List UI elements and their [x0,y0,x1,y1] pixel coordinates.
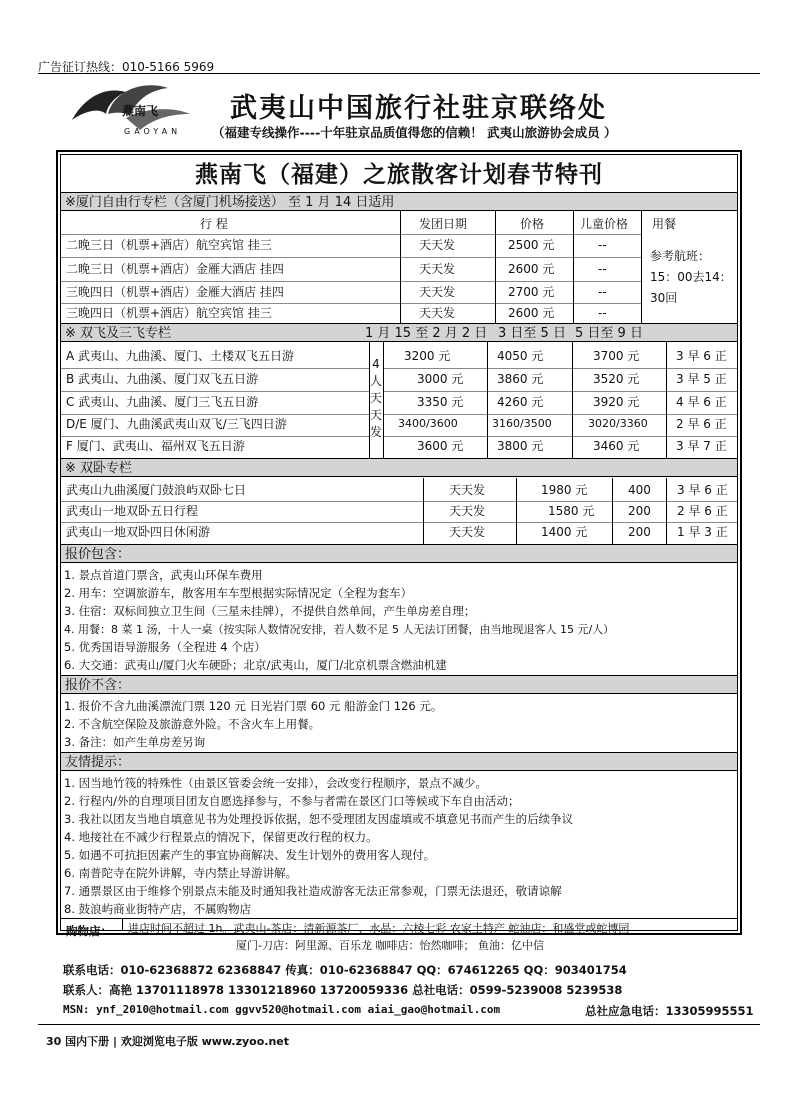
sleeper-row-meal: 2 早 6 正 [677,504,728,518]
tips-item: 6. 南普陀寺在院外讲解，寺内禁止导游讲解。 [64,866,298,880]
sleeper-row-route: 武夷山一地双卧四日休闲游 [66,525,211,539]
includes-item: 3. 住宿：双标间独立卫生间（三星未挂牌），不提供自然单间，产生单房差自理； [64,604,476,618]
sleeper-row-date: 天天发 [449,483,486,497]
four-people-daily-note: 4人天天发 [369,357,382,439]
flight-row-route: C 武夷山、九曲溪、厦门三飞五日游 [66,395,259,409]
flight-row-price: 4050 元 [497,349,544,363]
section-xiamen-title: ※厦门自由行专栏（含厦门机场接送） 至 1 月 14 日适用 [61,192,737,211]
includes-item: 5. 优秀国语导游服务（全程进 4 个店） [64,640,266,654]
xiamen-row-price: 2600 元 [508,306,555,320]
section-flight-label: ※ 双飞及三飞专栏 [65,326,172,341]
xiamen-row-route: 三晚四日（机票+酒店）金雁大酒店 挂四 [66,285,284,299]
excludes-item: 3. 备注：如产生单房差另询 [64,735,206,749]
sleeper-row-date: 天天发 [449,525,486,539]
includes-item: 1. 景点首道门票含，武夷山环保车费用 [64,568,263,582]
contact-msn-line: MSN: ynf_2010@hotmail.com ggvv520@hotmail.com aiai_gao@hotmail.com [63,1003,501,1016]
section-excludes-title: 报价不含： [61,675,737,694]
col-header-child: 儿童价格 [580,217,629,231]
flight-row-meal: 4 早 6 正 [676,395,727,409]
xiamen-row-child: -- [598,262,607,276]
shopping-label: 购物店： [66,924,112,938]
flight-row-price: 3460 元 [593,439,640,453]
excludes-item: 1. 报价不含九曲溪漂流门票 120 元 日光岩门票 60 元 船游金门 126 元。 [64,699,443,713]
xiamen-row-date: 天天发 [419,306,456,320]
includes-item: 6. 大交通：武夷山/厦门火车硬卧；北京/武夷山，厦门/北京机票含燃油机建 [64,658,447,672]
tips-item: 1. 因当地竹筏的特殊性（由景区管委会统一安排），会改变行程顺序，景点不减少。 [64,776,487,790]
sleeper-row-price: 1580 元 [548,504,595,518]
flight-row-price: 3800 元 [497,439,544,453]
page-footer: 30 国内下册 | 欢迎浏览电子版 www.zyoo.net [46,1035,290,1048]
includes-item: 2. 用车：空调旅游车，散客用车车型根据实际情况定（全程为套车） [64,586,413,600]
tips-item: 4. 地接社在不减少行程景点的情况下，保留更改行程的权力。 [64,830,378,844]
sleeper-row-price: 1980 元 [541,483,588,497]
col-header-date: 发团日期 [419,217,468,231]
page-title: 燕南飞（福建）之旅散客计划春节特刊 [195,162,603,188]
sleeper-row-child: 200 [628,504,651,518]
xiamen-row-route: 二晚三日（机票+酒店）金雁大酒店 挂四 [66,262,284,276]
flight-row-route: B 武夷山、九曲溪、厦门双飞五日游 [66,372,259,386]
flight-row-price: 3000 元 [417,372,464,386]
sleeper-row-child: 200 [628,525,651,539]
emergency-phone: 总社应急电话：13305995551 [585,1004,754,1018]
top-divider [38,73,760,74]
xiamen-row-price: 2500 元 [508,238,555,252]
logo-english: GAOYAN [124,127,182,136]
xiamen-row-child: -- [598,238,607,252]
logo-name: 燕南飞 [122,104,159,118]
xiamen-row-price: 2600 元 [508,262,555,276]
flight-row-meal: 3 早 5 正 [676,372,727,386]
ad-hotline: 广告征订热线：010-5166 5969 [38,60,215,74]
flight-note: 30回 [650,291,678,305]
section-includes-title: 报价包含： [61,544,737,563]
flight-row-price: 3920 元 [593,395,640,409]
xiamen-row-child: -- [598,285,607,299]
xiamen-row-price: 2700 元 [508,285,555,299]
shopping-line: 厦门-刀店：阿里源、百乐龙 咖啡店：怡然咖啡； 鱼油：亿中信 [236,939,544,952]
contact-phone-line: 联系电话：010-62368872 62368847 传真：010-62368847 QQ：674612265 QQ：903401754 [63,963,627,977]
flight-row-price: 3160/3500 [492,417,552,430]
date-header: 1 月 15 至 2 月 2 日 [365,326,488,341]
sleeper-row-meal: 3 早 6 正 [677,483,728,497]
flight-row-meal: 2 早 6 正 [676,417,727,431]
date-header: 3 日至 5 日 [498,326,566,341]
sleeper-row-date: 天天发 [449,504,486,518]
agency-name: 武夷山中国旅行社驻京联络处 [230,93,607,124]
sleeper-row-route: 武夷山一地双卧五日行程 [66,504,199,518]
flight-row-price: 3700 元 [593,349,640,363]
section-flight-title [61,323,737,342]
flight-row-route: F 厦门、武夷山、福州双飞五日游 [66,439,245,453]
tips-item: 5. 如遇不可抗拒因素产生的事宜协商解决、发生计划外的费用客人现付。 [64,848,436,862]
includes-item: 4. 用餐：8 菜 1 汤，十人一桌（按实际人数情况安排，若人数不足 5 人无法订团餐，由当地现退客人 15 元/人） [64,623,615,636]
flight-row-meal: 3 早 7 正 [676,439,727,453]
tips-item: 2. 行程内/外的自理项目团友自愿选择参与，不参与者需在景区门口等候或下车自由活动； [64,794,520,808]
flight-row-price: 3200 元 [404,349,451,363]
agency-slogan: （福建专线操作----十年驻京品质值得您的信赖！ 武夷山旅游协会成员 ） [212,125,617,140]
tips-item: 8. 鼓浪屿商业街特产店，不属购物店 [64,902,252,916]
col-header-meal: 用餐 [652,217,677,231]
shopping-line: 进店时间不超过 1h。武夷山-茶店：清新源茶厂、水晶：六棱七彩 农家土特产 蛇油店：和盛堂或蛇博园 [128,922,630,935]
tips-item: 3. 我社以团友当地自填意见书为处理投诉依据，恕不受理团友因虚填或不填意见书而产生的后续争议 [64,812,574,826]
flight-row-price: 4260 元 [497,395,544,409]
xiamen-row-child: -- [598,306,607,320]
xiamen-row-date: 天天发 [419,285,456,299]
flight-row-price: 3860 元 [497,372,544,386]
sleeper-row-meal: 1 早 3 正 [677,525,728,539]
flight-row-route: D/E 厦门、九曲溪武夷山双飞/三飞四日游 [66,417,287,431]
flight-note: 参考航班： [650,249,711,263]
xiamen-row-route: 二晚三日（机票+酒店）航空宾馆 挂三 [66,238,272,252]
sleeper-row-price: 1400 元 [541,525,588,539]
xiamen-row-date: 天天发 [419,262,456,276]
flight-row-price: 3520 元 [593,372,640,386]
flight-row-price: 3020/3360 [588,417,648,430]
sleeper-row-route: 武夷山九曲溪厦门鼓浪屿双卧七日 [66,483,247,497]
flight-row-route: A 武夷山、九曲溪、厦门、土楼双飞五日游 [66,349,295,363]
flight-row-price: 3600 元 [417,439,464,453]
xiamen-row-date: 天天发 [419,238,456,252]
tips-item: 7. 通票景区由于维修个别景点未能及时通知我社造成游客无法正常参观，门票无法退还，敬请谅解 [64,884,562,898]
col-header-route: 行 程 [200,217,228,231]
section-sleeper-title: ※ 双卧专栏 [61,458,737,477]
flight-note: 15：00去14： [650,270,732,284]
col-header-price: 价格 [520,217,545,231]
flight-row-price: 3350 元 [417,395,464,409]
date-header: 5 日至 9 日 [575,326,643,341]
flight-row-price: 3400/3600 [398,417,458,430]
contact-person-line: 联系人：高艳 13701118978 13301218960 13720059336 总社电话：0599-5239008 5239538 [63,983,623,997]
excludes-item: 2. 不含航空保险及旅游意外险。不含火车上用餐。 [64,717,321,731]
flight-row-meal: 3 早 6 正 [676,349,727,363]
sleeper-row-child: 400 [628,483,651,497]
section-tips-title: 友情提示： [61,752,737,771]
xiamen-row-route: 三晚四日（机票+酒店）航空宾馆 挂三 [66,306,272,320]
